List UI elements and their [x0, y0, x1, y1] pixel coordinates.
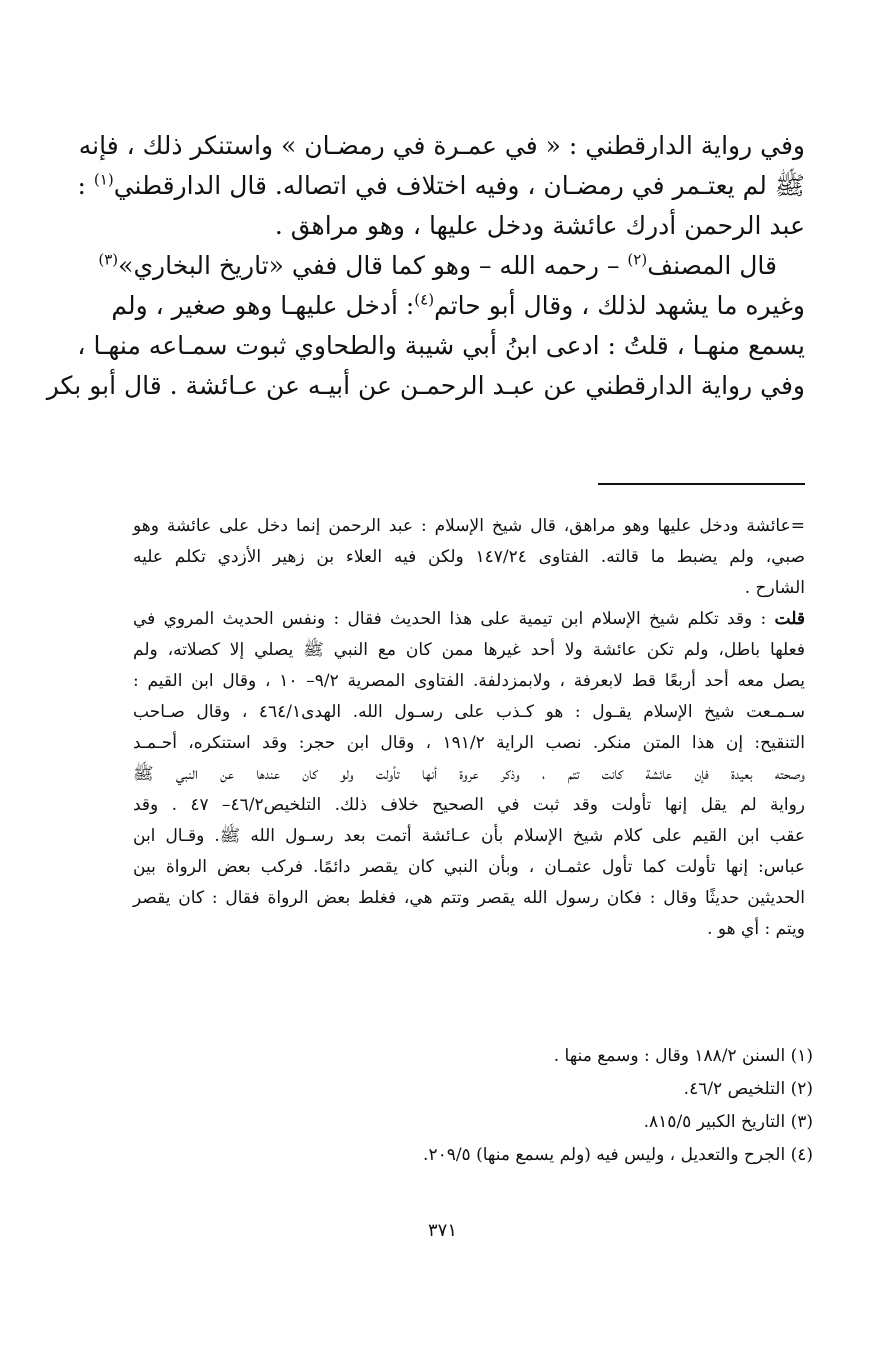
main-line-6: يسمع منهـا ، قلتُ : ادعى ابنُ أبي شيبة والطحاوي ثبوت سمـاعه منهـا ،	[77, 331, 805, 360]
foot-line-14: ويتم : أي هو .	[707, 919, 805, 939]
foot-line-11: عقب ابن القيم على كلام شيخ الإسلام بأن عـائشة أتمت بعد رسـول الله ﷺ. وقـال ابن	[133, 826, 805, 846]
main-line-4	[98, 246, 805, 286]
main-line-3: عبد الرحمن أدرك عائشة ودخل عليها ، وهو مراهق .	[274, 211, 805, 240]
foot-line-9: وصحته بعيدة فإن عائشة كانت تتم ، وذكر عروة أنها تأولت ولو كان عندها عن النبي ﷺ	[133, 764, 805, 784]
main-line-5-tail: : أدخل عليهـا وهو صغير ، ولم	[111, 291, 415, 320]
footnote-4: (٤) الجرح والتعديل ، وليس فيه (ولم يسمع منها) ٢٠٩/٥.	[423, 1145, 813, 1165]
foot-line-10: رواية لم يقل إنها تأولت وقد ثبت في الصحيح خلاف ذلك. التلخيص٤٦/٢– ٤٧ . وقد	[133, 795, 805, 815]
footnote-continuation-block	[133, 511, 805, 945]
main-line-1: وفي رواية الدارقطني : « في عمـرة في رمضـان » واستنكر ذلك ، فإنه	[78, 131, 805, 160]
main-line-2	[77, 166, 805, 206]
page-number: ٣٧١	[427, 1220, 457, 1241]
main-line-2-tail: :	[77, 171, 86, 200]
footnote-ref-1: (١)	[93, 170, 114, 189]
main-text-block	[46, 126, 805, 406]
footnote-3: (٣) التاريخ الكبير ٨١٥/٥.	[643, 1112, 813, 1132]
foot-line-12: عباس: إنها تأولت كما تأول عثمـان ، وبأن النبي كان يقصر دائمًا. فركب بعض الرواة بين	[133, 857, 805, 877]
foot-line-1: =عائشة ودخل عليها وهو مراهق، قال شيخ الإسلام : عبد الرحمن إنما دخل على عائشة وهو	[133, 516, 805, 536]
foot-line-6: يصل معه أحد أربعًا قط لابعرفة ، ولابمزدلفة. الفتاوى المصرية ٩/٢– ١٠ ، وقال ابن القيم :	[133, 671, 805, 691]
main-line-5-start: وغيره ما يشهد لذلك ، وقال أبو حاتم	[434, 291, 805, 320]
foot-line-7: سـمـعت شيخ الإسلام يقـول : هو كـذب على رسـول الله. الهدى٤٦٤/١ ، وقال صـاحب	[133, 702, 805, 722]
footnote-1: (١) السنن ١٨٨/٢ وقال : وسمع منها .	[553, 1046, 813, 1066]
main-line-7: وفي رواية الدارقطني عن عبـد الرحمـن عن أبيـه عن عـائشة . قال أبو بكر	[46, 371, 805, 400]
main-line-4-mid: – رحمه الله – وهو كما قال ففي «تاريخ البخاري»	[118, 251, 628, 280]
main-line-5	[111, 286, 805, 326]
foot-line-13: الحديثين حديثًا وقال : فكان رسول الله يقصر وتتم هي، فغلط بعض الرواة فقال : كان يقصر	[133, 888, 805, 908]
foot-line-4: قلت : وقد تكلم شيخ الإسلام ابن تيمية على هذا الحديث فقال : ونفس الحديث المروي في	[133, 609, 805, 629]
foot-line-3: الشارح .	[744, 578, 805, 598]
main-line-2-text: ﷺ لم يعتـمر في رمضـان ، وفيه اختلاف في اتصاله. قال الدارقطني	[113, 171, 805, 200]
footnote-separator	[598, 483, 805, 485]
foot-bold-lead: قلت	[774, 609, 805, 629]
foot-line-8: التنقيح: إن هذا المتن منكر. نصب الراية ١٩١/٢ ، وقال ابن حجر: وقد استنكره، أحـمـد	[133, 733, 805, 753]
footnote-ref-4: (٤)	[414, 290, 435, 309]
footnote-2: (٢) التلخيص ٤٦/٢.	[683, 1079, 813, 1099]
footnote-ref-3: (٣)	[98, 250, 119, 269]
foot-line-5: فعلها باطل، ولم تكن عائشة ولا أحد غيرها ممن كان مع النبي ﷺ يصلي إلا كصلاته، ولم	[133, 640, 805, 660]
footnote-ref-2: (٢)	[627, 250, 648, 269]
foot-line-4-text: وقد تكلم شيخ الإسلام ابن تيمية على هذا الحديث فقال : ونفس الحديث المروي في	[133, 609, 753, 629]
foot-line-2: صبي، ولم يضبط ما قالته. الفتاوى ١٤٧/٢٤ ولكن فيه العلاء بن زهير الأزدي تكلم عليه	[133, 547, 805, 567]
footnotes-list	[133, 1040, 813, 1172]
main-line-4-start: قال المصنف	[647, 251, 777, 280]
